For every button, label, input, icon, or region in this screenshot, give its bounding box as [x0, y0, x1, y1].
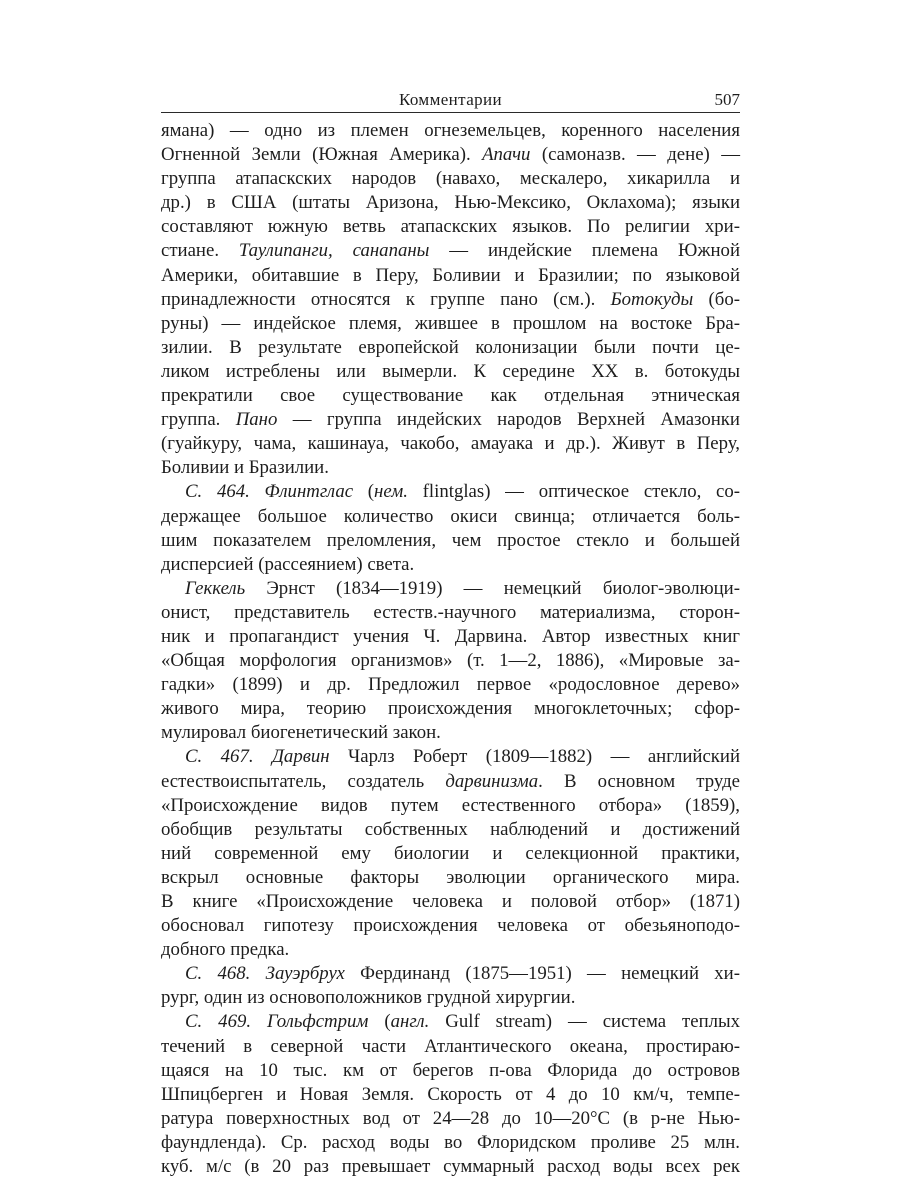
text-segment: естествоиспытатель, создатель — [161, 770, 446, 792]
text-line — [161, 1155, 740, 1179]
text-segment: рург, один из основоположников грудной хирургии. — [161, 987, 576, 1009]
text-segment: др.) в США (штаты Аризона, Нью-Мексико, Оклахома); языки — [161, 192, 740, 214]
text-segment: прекратили свое существование как отдельная этническая — [161, 385, 740, 407]
text-line — [161, 962, 740, 986]
text-segment: (самоназв. — дене) — — [530, 144, 740, 166]
italic-term: С. 468. Зауэрбрух — [185, 963, 345, 985]
text-line — [161, 191, 740, 215]
text-line — [161, 1059, 740, 1083]
text-segment: живого мира, теорию происхождения многоклеточных; сфор- — [161, 698, 740, 720]
text-line — [161, 456, 740, 480]
text-segment: (бо- — [693, 288, 740, 310]
text-segment: flintglas) — оптическое стекло, со- — [407, 481, 740, 503]
text-line — [161, 721, 740, 745]
text-segment: шим показателем преломления, чем простое стекло и большей — [161, 529, 740, 551]
italic-term: Таулипанги, санапаны — [238, 240, 430, 262]
italic-term: С. 469. Гольфстрим — [185, 1011, 369, 1033]
text-segment: Фердинанд (1875—1951) — немецкий хи- — [344, 963, 740, 985]
book-page — [161, 88, 740, 1179]
text-line — [161, 697, 740, 721]
text-segment: Шпицберген и Новая Земля. Скорость от 4 до 10 км/ч, темпе- — [161, 1083, 740, 1105]
text-segment: мулировал биогенетический закон. — [161, 722, 441, 744]
text-line — [161, 336, 740, 360]
text-segment: — группа индейских народов Верхней Амазонки — [277, 409, 740, 431]
text-segment: щаяся на 10 тыс. км от берегов п-ова Флорида до островов — [161, 1059, 740, 1081]
text-line — [161, 601, 740, 625]
text-line — [161, 649, 740, 673]
text-line — [161, 215, 740, 239]
text-line — [161, 529, 740, 553]
text-line — [161, 408, 740, 432]
text-segment: ( — [353, 481, 375, 503]
page-number: 507 — [714, 90, 740, 109]
text-segment: обобщив результаты собственных наблюдений и достижений — [161, 818, 740, 840]
text-segment: ний современной ему биологии и селекционной практики, — [161, 842, 740, 864]
text-segment: онист, представитель естеств.-научного материализма, сторон- — [161, 601, 740, 623]
text-segment: «Общая морфология организмов» (т. 1—2, 1886), «Мировые за- — [161, 650, 740, 672]
text-line — [161, 1035, 740, 1059]
text-line — [161, 1131, 740, 1155]
text-segment: ликом истреблены или вымерли. К середине XX в. ботокуды — [161, 360, 740, 382]
text-segment: Gulf stream) — система теплых — [429, 1011, 740, 1033]
text-line — [161, 673, 740, 697]
running-header — [161, 88, 740, 113]
text-line — [161, 938, 740, 962]
italic-term: С. 464. Флинтглас — [185, 481, 354, 503]
text-segment: составляют южную ветвь атапаскских языков. По религии хри- — [161, 216, 740, 238]
text-line — [161, 264, 740, 288]
text-segment: ник и пропагандист учения Ч. Дарвина. Автор известных книг — [161, 625, 740, 647]
text-segment: группа. — [161, 409, 236, 431]
text-line — [161, 167, 740, 191]
text-segment: В книге «Происхождение человека и половой отбор» (1871) — [161, 891, 740, 912]
italic-term: нем. — [374, 481, 408, 503]
italic-term: Геккель — [185, 577, 246, 599]
text-segment: зилии. В результате европейской колонизации были почти це- — [161, 336, 740, 358]
text-line — [161, 625, 740, 649]
italic-term: С. 467. Дарвин — [185, 746, 330, 768]
text-line — [161, 553, 740, 577]
text-segment: Эрнст (1834—1919) — немецкий биолог-эволюци- — [245, 577, 740, 599]
text-line — [161, 890, 740, 914]
text-line — [161, 480, 740, 504]
text-segment: вскрыл основные факторы эволюции органического мира. — [161, 866, 740, 888]
text-line — [161, 360, 740, 384]
text-line — [161, 143, 740, 167]
text-segment: Боливии и Бразилии. — [161, 457, 329, 479]
text-segment: ямана) — одно из племен огнеземельцев, коренного населения — [161, 120, 740, 141]
text-segment: ратура поверхностных вод от 24—28 до 10—20°C (в р-не Нью- — [161, 1107, 740, 1129]
text-segment: стиане. — [161, 240, 239, 262]
text-segment: Америки, обитавшие в Перу, Боливии и Бразилии; по языковой — [161, 264, 740, 286]
italic-term: Пано — [235, 409, 278, 431]
text-line — [161, 312, 740, 336]
text-segment: руны) — индейское племя, жившее в прошлом на востоке Бра- — [161, 312, 740, 334]
text-segment: куб. м/с (в 20 раз превышает суммарный расход воды всех рек — [161, 1156, 740, 1178]
text-line — [161, 577, 740, 601]
text-line — [161, 914, 740, 938]
text-line — [161, 1107, 740, 1131]
text-segment: «Происхождение видов путем естественного отбора» (1859), — [161, 794, 740, 816]
text-segment: дисперсией (рассеянием) света. — [161, 553, 415, 575]
text-segment: (гуайкуру, чама, кашинауа, чакобо, амауака и др.). Живут в Перу, — [161, 433, 740, 455]
running-title: Комментарии — [398, 90, 503, 109]
text-segment: Чарлз Роберт (1809—1882) — английский — [329, 746, 741, 768]
text-segment: добного предка. — [161, 939, 290, 961]
text-line — [161, 119, 740, 143]
text-segment: — индейские племена Южной — [429, 240, 741, 262]
text-line — [161, 432, 740, 456]
italic-term: Апачи — [482, 144, 531, 166]
text-line — [161, 745, 740, 769]
text-segment: группа атапаскских народов (навахо, мескалеро, хикарилла и — [161, 168, 740, 190]
commentary-text — [161, 119, 740, 1179]
text-line — [161, 818, 740, 842]
text-line — [161, 842, 740, 866]
text-line — [161, 866, 740, 890]
text-line — [161, 1010, 740, 1034]
text-segment: держащее большое количество окиси свинца; отличается боль- — [161, 505, 740, 527]
italic-term: Ботокуды — [610, 288, 694, 310]
text-line — [161, 288, 740, 312]
text-segment: гадки» (1899) и др. Предложил первое «родословное дерево» — [161, 674, 740, 696]
italic-term: англ. — [390, 1011, 430, 1033]
text-segment: принадлежности относятся к группе пано (см.). — [161, 288, 611, 310]
text-segment: фаундленда). Ср. расход воды во Флоридском проливе 25 млн. — [161, 1131, 740, 1153]
text-line — [161, 770, 740, 794]
text-segment: течений в северной части Атлантического океана, простираю- — [161, 1035, 740, 1057]
text-line — [161, 1083, 740, 1107]
italic-term: дарвинизма — [445, 770, 539, 792]
text-line — [161, 239, 740, 263]
text-line — [161, 505, 740, 529]
text-line — [161, 794, 740, 818]
text-segment: . В основном труде — [538, 770, 740, 792]
text-segment: Огненной Земли (Южная Америка). — [161, 144, 483, 166]
text-segment: ( — [368, 1011, 391, 1033]
text-line — [161, 384, 740, 408]
text-segment: обосновал гипотезу происхождения человека от обезьяноподо- — [161, 915, 740, 937]
text-line — [161, 986, 740, 1010]
